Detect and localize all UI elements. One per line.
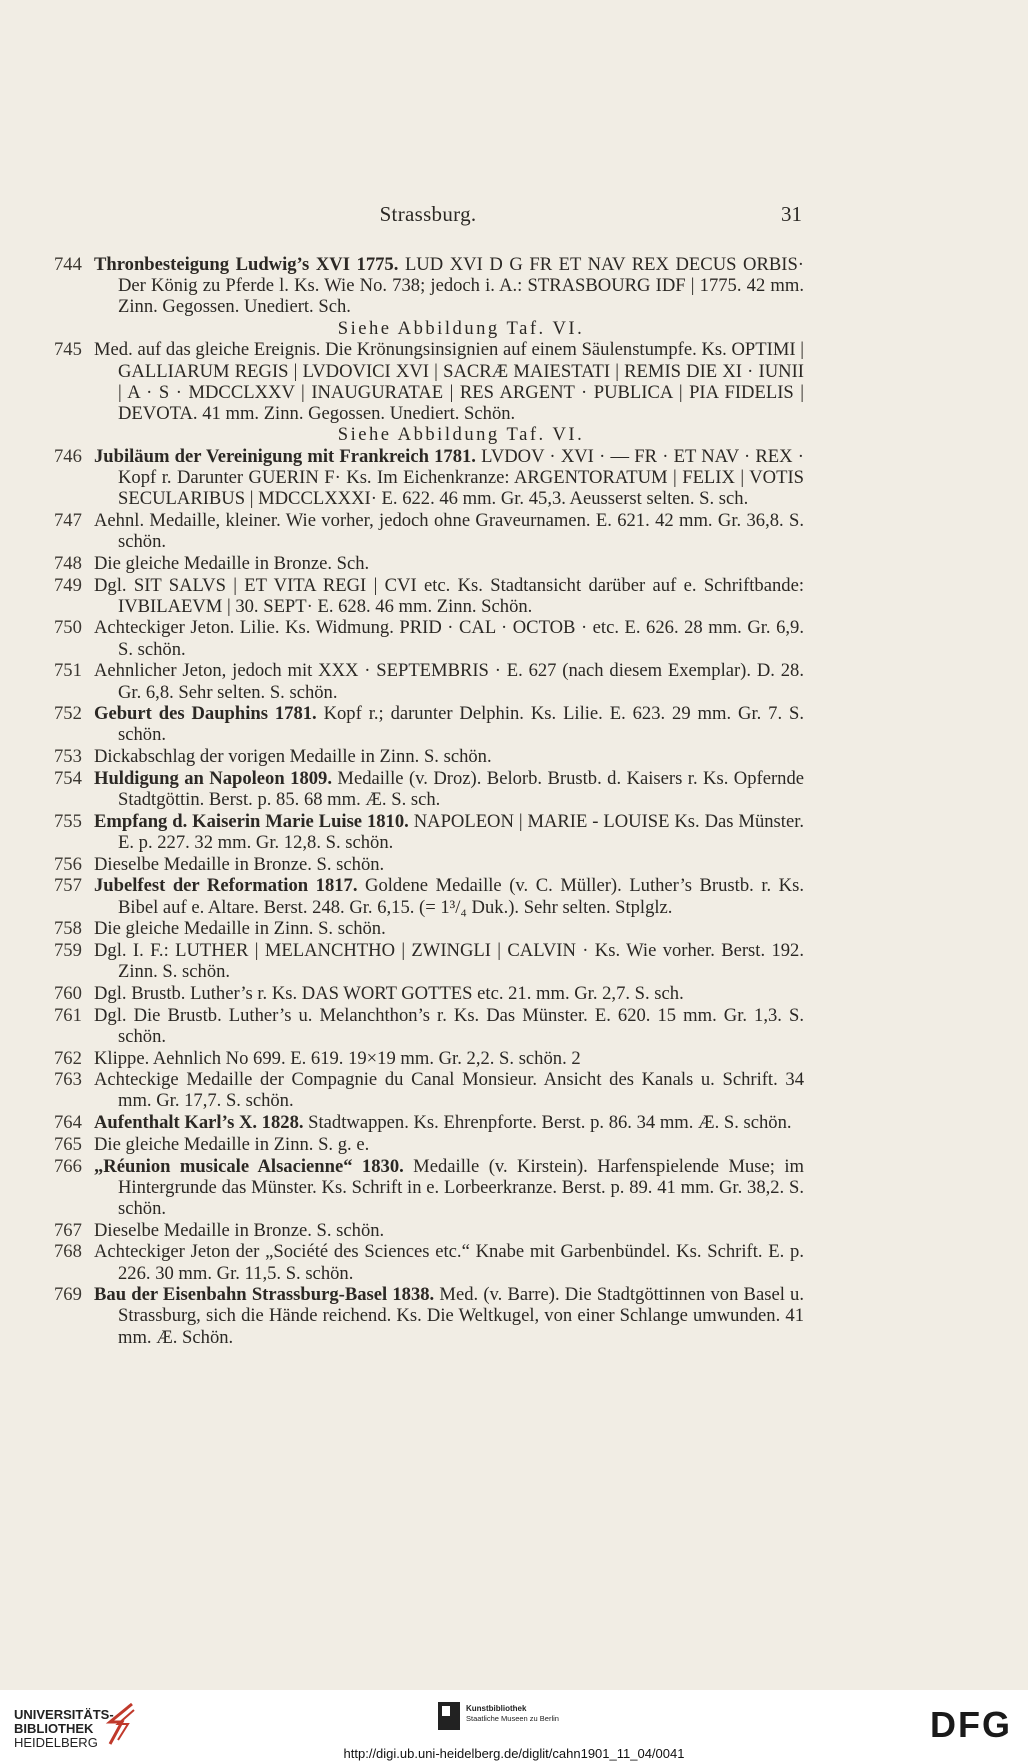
- entry-description: Achteckige Medaille der Compagnie du Canal Monsieur. Ansicht des Kanals u. Schrift. 34 mm. Gr. 17,7. S. schön.: [94, 1069, 804, 1112]
- entry-description: Achteckiger Jeton der „Société des Sciences etc.“ Knabe mit Garbenbündel. Ks. Schrift. E. p. 226. 30 mm. Gr. 11,5. S. schön.: [94, 1241, 804, 1284]
- entry-description: Die gleiche Medaille in Zinn. S. schön.: [94, 918, 386, 940]
- catalogue-entry: [54, 1220, 804, 1241]
- catalogue-entry: [54, 617, 804, 659]
- entry-heading: Huldigung an Napoleon 1809.: [94, 767, 332, 789]
- entry-description: Dieselbe Medaille in Bronze. S. schön.: [94, 1219, 385, 1241]
- entry-description: Aehnlicher Jeton, jedoch mit XXX · SEPTEMBRIS · E. 627 (nach diesem Exemplar). D. 28. Gr. 6,8. Sehr selten. S. schön.: [94, 660, 804, 703]
- entry-description: Med. auf das gleiche Ereignis. Die Krönungsinsignien auf einem Säulenstumpfe. Ks. OPTIMI | GALLIARUM REGIS | LVDOVICI XVI | SACRÆ MAIESTATI | REMIS DIE XI · IUNII | A · S · MDCCLXXV | INAUGURATAE | RES ARGENT · PUBLICA | PIA FIDELIS | DEVOTA. 41 mm. Zinn. Gegossen. Unediert. Schön.: [94, 339, 804, 424]
- entry-number: 766: [54, 1155, 82, 1177]
- entry-number: 758: [54, 918, 82, 940]
- catalogue-entry: [54, 510, 804, 552]
- entry-description: Dgl. Brustb. Luther’s r. Ks. DAS WORT GOTTES etc. 21. mm. Gr. 2,7. S. sch.: [94, 982, 684, 1004]
- entry-description: Dickabschlag der vorigen Medaille in Zinn. S. schön.: [94, 746, 492, 768]
- entry-number: 745: [54, 339, 82, 361]
- entry-number: 747: [54, 509, 82, 531]
- page-header: [54, 202, 802, 232]
- entry-number: 750: [54, 617, 82, 639]
- entry-number: 765: [54, 1133, 82, 1155]
- running-title: Strassburg.: [379, 202, 477, 226]
- entry-number: 759: [54, 940, 82, 961]
- kb-subtitle: Staatliche Museen zu Berlin: [466, 1714, 559, 1723]
- catalogue-entry: [54, 1112, 804, 1133]
- entry-description: Die gleiche Medaille in Zinn. S. g. e.: [94, 1133, 370, 1155]
- entry-description: Dgl. I. F.: LUTHER | MELANCHTHO | ZWINGLI | CALVIN · Ks. Wie vorher. Berst. 192. Zinn. S. schön.: [94, 940, 804, 983]
- entry-description: Stadtwappen. Ks. Ehrenpforte. Berst. p. 86. 34 mm. Æ. S. schön.: [303, 1112, 792, 1134]
- uni-line-3: HEIDELBERG: [14, 1735, 98, 1750]
- catalogue-entries: [54, 254, 804, 1348]
- entry-number: 753: [54, 746, 82, 768]
- entry-number: 757: [54, 875, 82, 897]
- entry-number: 764: [54, 1112, 82, 1134]
- page-number: 31: [781, 202, 802, 226]
- entry-number: 755: [54, 810, 82, 832]
- entry-number: 748: [54, 552, 82, 574]
- catalogue-entry: [54, 1134, 804, 1155]
- entry-heading: Bau der Eisenbahn Strassburg-Basel 1838.: [94, 1284, 435, 1306]
- entry-heading: Geburt des Dauphins 1781.: [94, 703, 317, 725]
- catalogue-entry: [54, 660, 804, 702]
- kunstbibliothek-icon: [436, 1700, 462, 1732]
- entry-number: 763: [54, 1069, 82, 1091]
- entry-description: Die gleiche Medaille in Bronze. Sch.: [94, 552, 370, 574]
- kunstbibliothek-text: [466, 1704, 559, 1724]
- catalogue-entry: [54, 339, 804, 445]
- catalogue-entry: [54, 940, 804, 982]
- entry-number: 744: [54, 254, 82, 275]
- entry-number: 754: [54, 767, 82, 789]
- kunstbibliothek-logo: [436, 1700, 636, 1736]
- permalink-url[interactable]: http://digi.ub.uni-heidelberg.de/diglit/cahn1901_11_04/0041: [343, 1746, 685, 1761]
- entry-number: 769: [54, 1284, 82, 1306]
- entry-description: Medaille (v. Droz). Belorb. Brustb. d. Kaisers r. Ks. Opfernde Stadtgöttin. Berst. p. 85. 68 mm. Æ. S. sch.: [118, 767, 804, 811]
- entry-number: 751: [54, 660, 82, 682]
- entry-number: 749: [54, 574, 82, 596]
- entry-description: Medaille (v. Kirstein). Harfenspielende Muse; im Hintergrunde das Münster. Ks. Schrift in e. Lorbeerkranze. Berst. p. 89. 41 mm. Gr. 38,2. S. schön.: [118, 1155, 804, 1219]
- dfg-logo: DFG: [930, 1704, 1012, 1745]
- entry-number: 756: [54, 853, 82, 875]
- catalogue-entry: [54, 575, 804, 617]
- entry-description: Dgl. Die Brustb. Luther’s u. Melanchthon’s r. Ks. Das Münster. E. 620. 15 mm. Gr. 1,3. S. schön.: [94, 1004, 804, 1047]
- entry-description: Aehnl. Medaille, kleiner. Wie vorher, jedoch ohne Graveurnamen. E. 621. 42 mm. Gr. 36,8. S. schön.: [94, 509, 804, 553]
- entry-plate-reference: Siehe Abbildung Taf. VI.: [337, 317, 585, 339]
- entry-heading: Empfang d. Kaiserin Marie Luise 1810.: [94, 810, 409, 832]
- catalogue-entry: [54, 746, 804, 767]
- entry-heading: Thronbesteigung Ludwig’s XVI 1775.: [94, 254, 399, 275]
- entry-number: 762: [54, 1047, 82, 1069]
- catalogue-entry: [54, 703, 804, 745]
- catalogue-entry: [54, 811, 804, 853]
- catalogue-entry: [54, 1048, 804, 1069]
- kb-title: Kunstbibliothek: [466, 1704, 527, 1713]
- catalogue-entry: [54, 254, 804, 339]
- entry-heading: Jubelfest der Reformation 1817.: [94, 875, 358, 897]
- entry-description: LVDOV · XVI · — FR · ET NAV · REX · Kopf r. Darunter GUERIN F· Ks. Im Eichenkranze: ARGENTORATUM | FELIX | VOTIS SECULARIBUS | MDCCLXXXI· E. 622. 46 mm. Gr. 45,3. Aeusserst selten. S. sch.: [118, 445, 804, 510]
- entry-heading: Jubiläum der Vereinigung mit Frankreich 1781.: [94, 445, 476, 467]
- entry-description: Goldene Medaille (v. C. Müller). Luther’s Brustb. r. Ks. Bibel auf e. Altare. Berst. 248. Gr. 6,15. (= 1³/₄ Duk.). Sehr selten. Stplglz.: [118, 875, 804, 918]
- catalogue-entry: [54, 983, 804, 1004]
- catalogue-entry: [54, 1069, 804, 1111]
- entry-description: Achteckiger Jeton. Lilie. Ks. Widmung. PRID · CAL · OCTOB · etc. E. 626. 28 mm. Gr. 6,9. S. schön.: [94, 617, 804, 660]
- entry-description: Klippe. Aehnlich No 699. E. 619. 19×19 mm. Gr. 2,2. S. schön. 2: [94, 1047, 581, 1069]
- entry-number: 761: [54, 1004, 82, 1026]
- footer-bar: [0, 1690, 1028, 1764]
- ub-heidelberg-logo-icon: [104, 1702, 140, 1746]
- entry-number: 752: [54, 703, 82, 725]
- catalogue-entry: [54, 768, 804, 810]
- entry-heading: Aufenthalt Karl’s X. 1828.: [94, 1112, 304, 1134]
- entry-plate-reference: Siehe Abbildung Taf. VI.: [337, 424, 585, 446]
- catalogue-entry: [54, 854, 804, 875]
- uni-line-2: BIBLIOTHEK: [14, 1721, 94, 1736]
- catalogue-entry: [54, 875, 804, 917]
- entry-number: 768: [54, 1241, 82, 1263]
- catalogue-entry: [54, 446, 804, 510]
- entry-description: LUD XVI D G FR ET NAV REX DECUS ORBIS· Der König zu Pferde l. Ks. Wie No. 738; jedoch i. A.: STRASBOURG IDF | 1775. 42 mm. Zinn. Gegossen. Unediert. Sch.: [118, 254, 804, 318]
- entry-number: 767: [54, 1219, 82, 1241]
- catalogue-entry: [54, 1156, 804, 1220]
- catalogue-entry: [54, 918, 804, 939]
- catalogue-entry: [54, 1284, 804, 1348]
- entry-description: Dieselbe Medaille in Bronze. S. schön.: [94, 853, 385, 875]
- entry-number: 746: [54, 445, 82, 467]
- entry-description: Dgl. SIT SALVS | ET VITA REGI | CVI etc. Ks. Stadtansicht darüber auf e. Schriftbande: IVBILAEVM | 30. SEPT· E. 628. 46 mm. Zinn. Schön.: [94, 574, 804, 617]
- entry-description: NAPOLEON | MARIE - LOUISE Ks. Das Münster. E. p. 227. 32 mm. Gr. 12,8. S. schön.: [118, 810, 805, 853]
- catalogue-entry: [54, 1005, 804, 1047]
- catalogue-entry: [54, 1241, 804, 1283]
- entry-description: Kopf r.; darunter Delphin. Ks. Lilie. E. 623. 29 mm. Gr. 7. S. schön.: [118, 703, 804, 746]
- university-library-name: [14, 1708, 114, 1750]
- uni-line-1: UNIVERSITÄTS-: [14, 1707, 114, 1722]
- catalogue-entry: [54, 553, 804, 574]
- entry-heading: „Réunion musicale Alsacienne“ 1830.: [94, 1155, 404, 1177]
- entry-number: 760: [54, 982, 82, 1004]
- entry-description: Med. (v. Barre). Die Stadtgöttinnen von Basel u. Strassburg, sich die Hände reichend. Ks. Die Weltkugel, von einer Schlange umwunden. 41 mm. Æ. Schön.: [118, 1284, 805, 1348]
